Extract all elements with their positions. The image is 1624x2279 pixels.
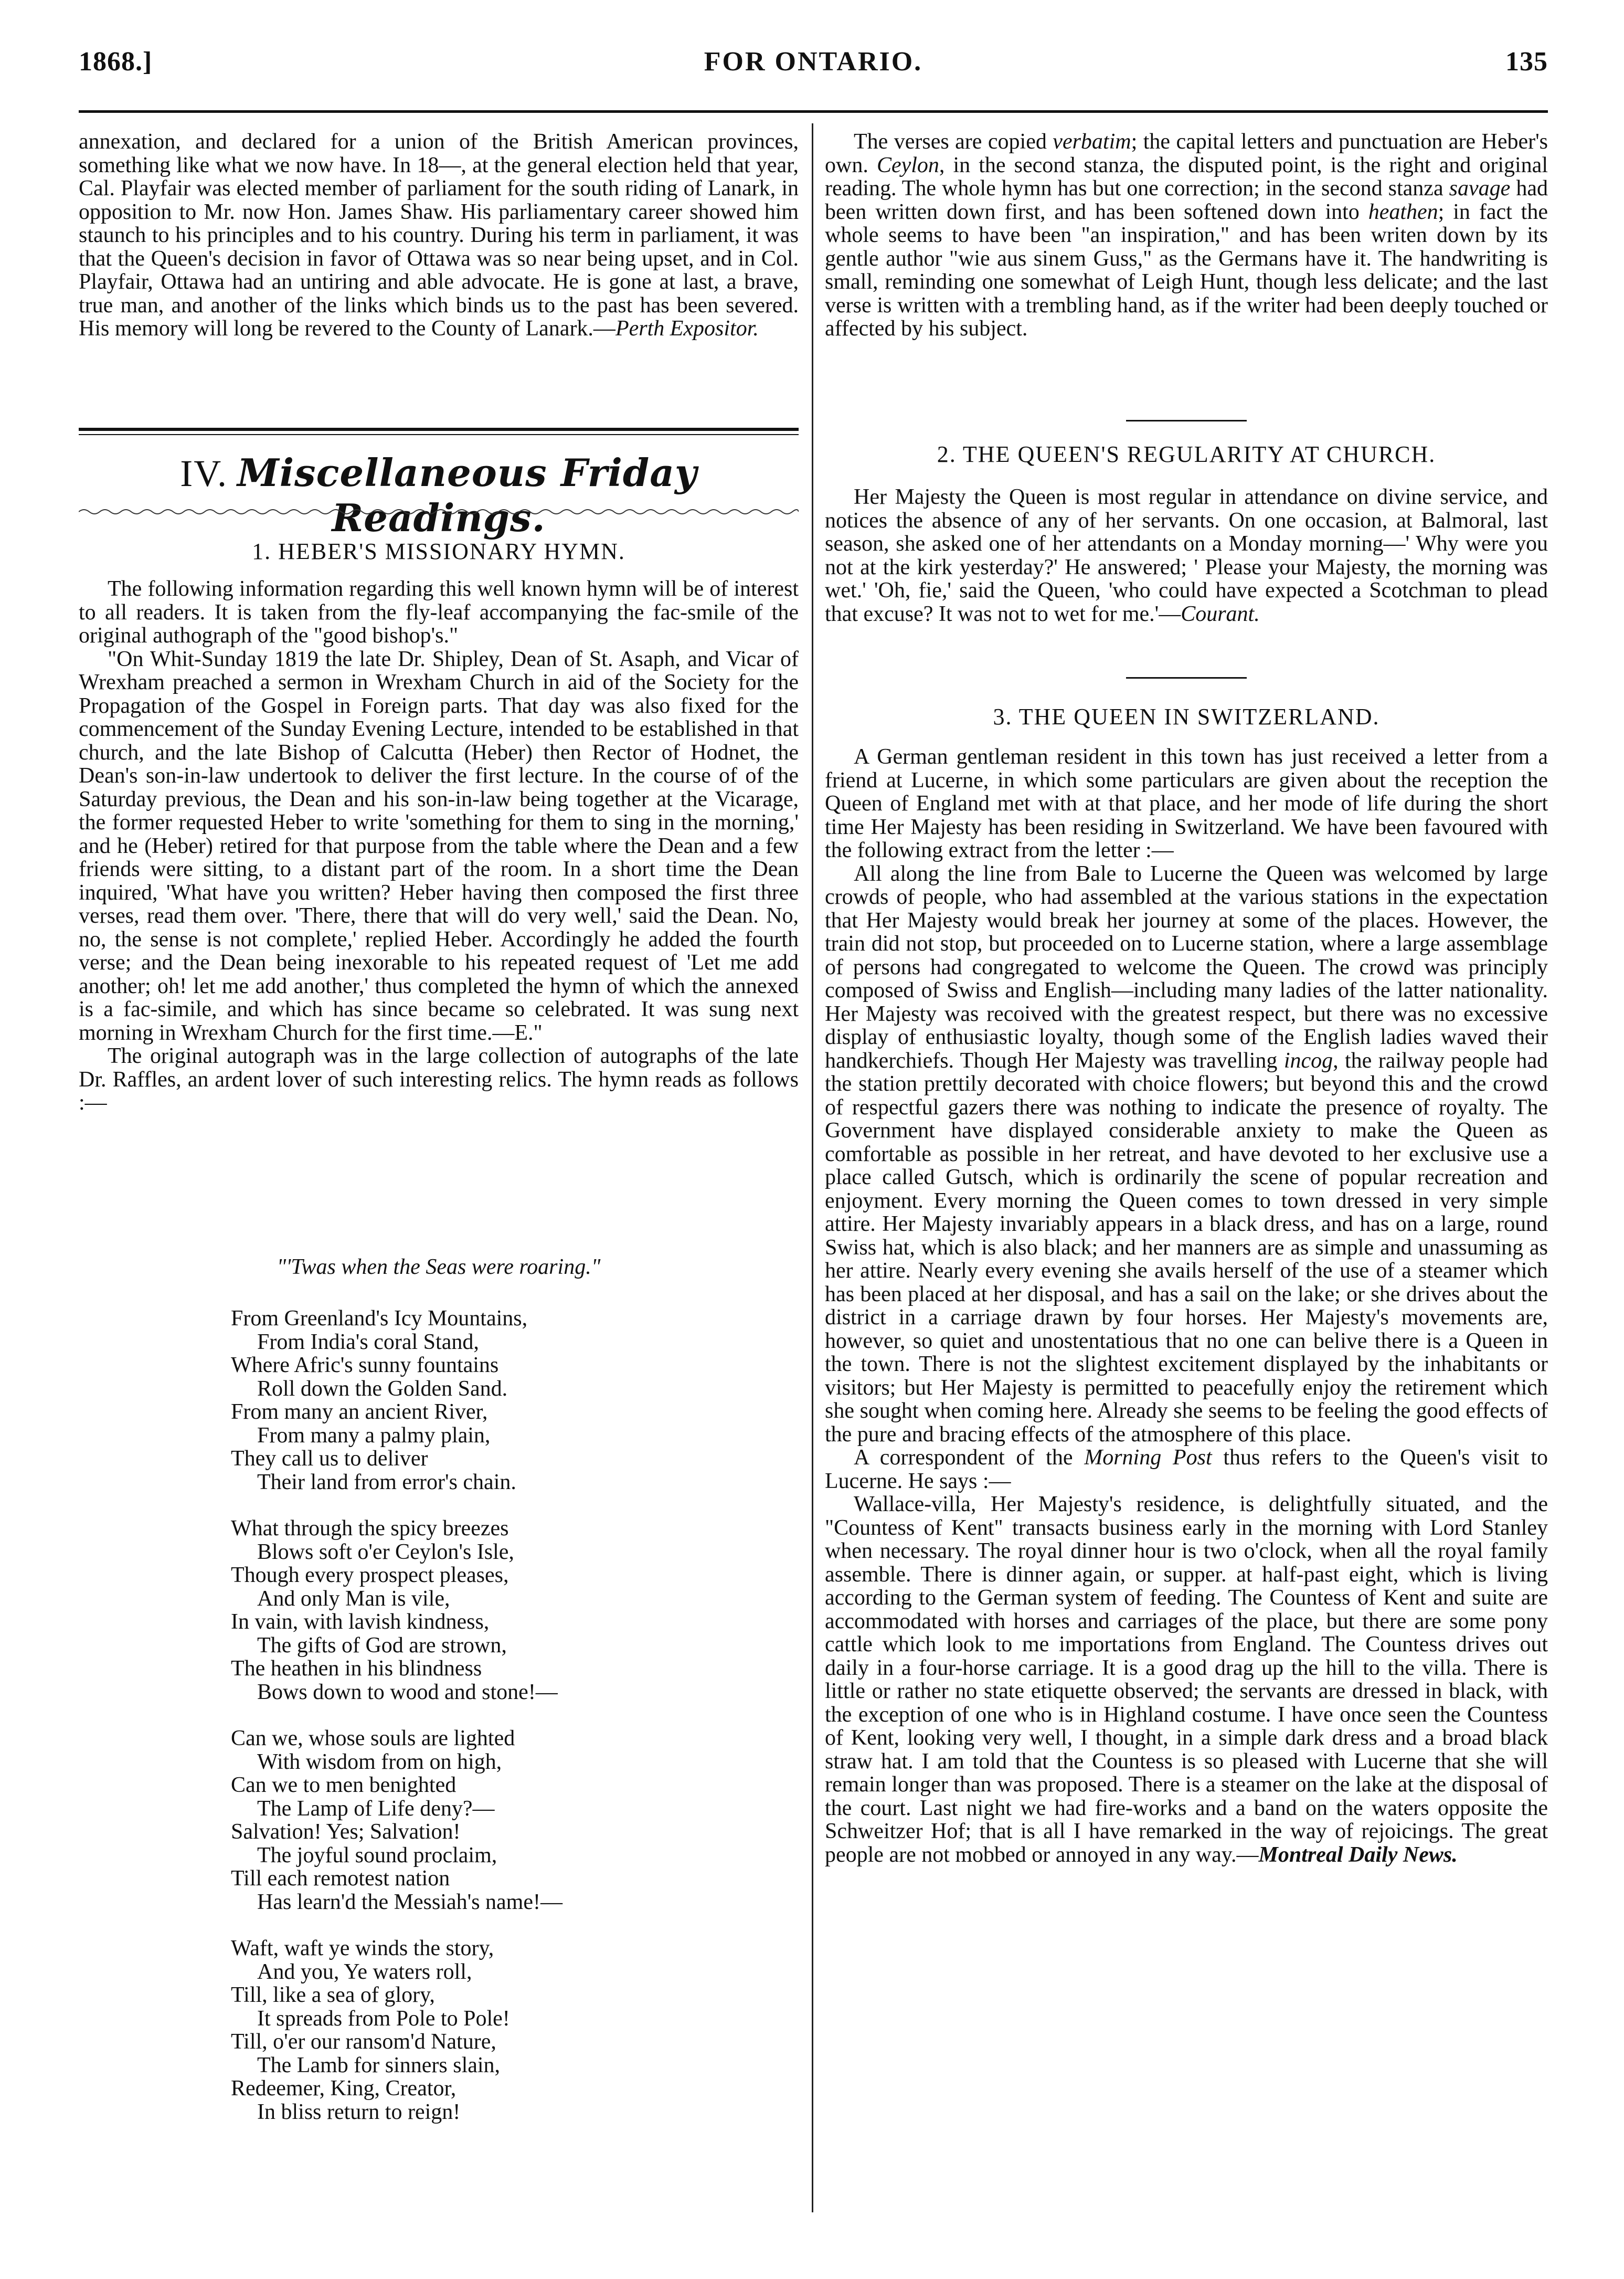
- article-3-paragraph-1: A German gentleman resident in this town has just received a letter from a friend at Lucerne, in which some particulars are given about the reception the Queen of England met with at that place, and her mode of life during the short time Her Majesty has been residing in Switzerland. We have been favoured with the following extract from the letter :—: [825, 745, 1548, 862]
- section-number: IV.: [180, 452, 228, 494]
- poem-line: With wisdom from on high,: [257, 1749, 502, 1774]
- hymn-poem: [231, 1307, 756, 2147]
- poem-line: And you, Ye waters roll,: [257, 1959, 472, 1984]
- article-separator: [1126, 420, 1247, 421]
- poem-line: Though every prospect pleases,: [231, 1563, 509, 1587]
- article-3-title: 3. THE QUEEN IN SWITZERLAND.: [993, 704, 1380, 730]
- poem-line: The Lamp of Life deny?—: [257, 1796, 495, 1821]
- article-3-paragraph-4: Wallace-villa, Her Majesty's residence, is delightfully situated, and the "Countess of Kent" transacts business early in the morning with Lord Stanley when necessary. The royal dinner hour is two o'clock, when all the royal family assemble. There is dinner again, or supper. at half-past eight, which is living according to the German system of feeding. The Countess of Kent and suite are accommodated with horses and carriages of the place, but there are some pony cattle which look to me importations from England. The Countess drives out daily in a four-horse carriage. It is a good drag up the hill to the villa. There is little or rather no state etiquette observed; the servants are dressed in black, with the exception of one who is in Highland costume. I have once seen the Countess of Kent, looking very well, I thought, in a simple dark dress and a broad black straw hat. I am told that the Countess is so pleased with Lucerne that she will remain longer than was proposed. There is a steamer on the lake at the disposal of the court. Last night we had fire-works and a band on the waters opposite the Schweitzer Hof; that is all I have remarked in the way of rejoicings. The great people are not mobbed or annoyed in any way.—Montreal Daily News.: [825, 1492, 1548, 1867]
- poem-line: Till, o'er our ransom'd Nature,: [231, 2030, 496, 2054]
- section-heading: [79, 450, 799, 541]
- poem-line: Roll down the Golden Sand.: [257, 1376, 508, 1401]
- header-year: 1868.]: [79, 47, 153, 77]
- column-divider: [812, 123, 813, 2212]
- continuation-source: Perth Expositor.: [615, 316, 759, 341]
- poem-line: Salvation! Yes; Salvation!: [231, 1820, 461, 1844]
- article-1-paragraph-1: The following information regarding this well known hymn will be of interest to all readers. It is taken from the fly-leaf accompanying the fac-smile of the original authograph of the "good bishop's.": [79, 577, 799, 648]
- section-title: Miscellaneous Friday Readings.: [237, 450, 697, 540]
- poem-line: They call us to deliver: [231, 1447, 428, 1471]
- poem-line: The heathen in his blindness: [231, 1657, 482, 1681]
- article-3-paragraph-3: A correspondent of the Morning Post thus refers to the Queen's visit to Lucerne. He says :—: [825, 1446, 1548, 1493]
- poem-stanza: [231, 1517, 756, 1704]
- poem-line: Redeemer, King, Creator,: [231, 2076, 457, 2101]
- section-rule: [79, 428, 799, 435]
- article-1-paragraph-3: The original autograph was in the large collection of autographs of the late Dr. Raffles, an ardent lover of such interesting relics. The hymn reads as follows :—: [79, 1044, 799, 1115]
- article-3-source: Montreal Daily News.: [1258, 1842, 1458, 1867]
- poem-line: In vain, with lavish kindness,: [231, 1610, 490, 1634]
- poem-line: Waft, waft ye winds the story,: [231, 1936, 494, 1960]
- poem-line: Where Afric's sunny fountains: [231, 1353, 499, 1377]
- poem-line: From many a palmy plain,: [257, 1423, 491, 1448]
- hymn-commentary-paragraph: The verses are copied verbatim; the capital letters and punctuation are Heber's own. Ceylon, in the second stanza, the disputed point, is the right and original reading. The whole hymn has but one correction; in the second stanza savage had been written down first, and has been softened down into heathen; in fact the whole seems to have been "an inspiration," and has been writen down by its gentle author "wie aus sinem Guss," as the Germans have it. The handwriting is small, reminding one somewhat of Leigh Hunt, though less delicate; and the last verse is written with a trembling hand, as if the writer had been deeply touched or affected by his subject.: [825, 130, 1548, 341]
- poem-stanza: [231, 1727, 756, 1914]
- article-2-paragraph: Her Majesty the Queen is most regular in attendance on divine service, and notices the absence of any of her servants. On one occasion, at Balmoral, last season, she asked one of her attendants on a Monday morning—' Why were you not at the kirk yesterday?' He answered; ' Please your Majesty, the morning was wet.' 'Oh, fie,' said the Queen, 'who could have expected a Scotchman to plead that excuse? It was not to wet for me.'—Courant.: [825, 485, 1548, 626]
- poem-line: From Greenland's Icy Mountains,: [231, 1306, 528, 1331]
- wavy-divider: [79, 507, 799, 517]
- poem-line: The gifts of God are strown,: [257, 1633, 507, 1658]
- poem-line: Till, like a sea of glory,: [231, 1983, 435, 2007]
- article-1-body: [79, 577, 799, 1115]
- article-1-paragraph-2: "On Whit-Sunday 1819 the late Dr. Shipley, Dean of St. Asaph, and Vicar of Wrexham preached a sermon in Wrexham Church in aid of the Society for the Propagation of the Gospel in Foreign parts. That day was also fixed for the commencement of the Sunday Evening Lecture, intended to be established in that church, and the late Bishop of Calcutta (Heber) then Rector of Hodnet, the Dean's son-in-law undertook to deliver the first lecture. In the course of of the Saturday previous, the Dean and his son-in-law being together at the Vicarage, the former requested Heber to write 'something for them to sing in the morning,' and he (Heber) retired for that purpose from the table where the Dean and a few friends were sitting, to a distant part of the room. In a short time the Dean inquired, 'What have you written? Heber having then composed the first three verses, read them over. 'There, there that will do very well,' said the Dean. No, no, the sense is not complete,' replied Heber. Accordingly he added the fourth verse; and the Dean being inexorable to his repeated request of 'Let me add another; oh! let me add another,' thus completed the hymn of which the annexed is a fac-simile, and which has since became so celebrated. It was sung next morning in Wrexham Church for the first time.—E.": [79, 647, 799, 1045]
- poem-line: Their land from error's chain.: [257, 1470, 516, 1494]
- header-page-number: 135: [1505, 47, 1548, 77]
- poem-stanza: [231, 1307, 756, 1494]
- article-2-title: 2. THE QUEEN'S REGULARITY AT CHURCH.: [937, 441, 1436, 467]
- poem-line: From many an ancient River,: [231, 1400, 488, 1424]
- article-1-title: 1. HEBER'S MISSIONARY HYMN.: [252, 539, 625, 564]
- poem-line: From India's coral Stand,: [257, 1330, 479, 1354]
- poem-line: In bliss return to reign!: [257, 2099, 461, 2124]
- poem-line: Has learn'd the Messiah's name!—: [257, 1890, 562, 1914]
- poem-stanza: [231, 1937, 756, 2124]
- poem-line: The joyful sound proclaim,: [257, 1843, 497, 1867]
- left-continuation-text: [79, 130, 799, 341]
- header-title: FOR ONTARIO.: [704, 47, 923, 77]
- article-3-paragraph-2: All along the line from Bale to Lucerne the Queen was welcomed by large crowds of people, who had assembled at the various stations in the expectation that Her Majesty would break her journey at some of the places. However, the train did not stop, but proceeded on to Lucerne station, where a large assemblage of persons had congregated to welcome the Queen. The crowd was principly composed of Swiss and English—including many ladies of the latter nationality. Her Majesty was recoived with the greatest respect, but there was no excessive display of enthusiastic loyalty, though some of the English ladies waved their handkerchiefs. Though Her Majesty was travelling incog, the railway people had the station prettily decorated with choice flowers; but beyond this and the crowd of respectful gazers there was nothing to indicate the presence of royalty. The Government have displayed considerable anxiety to make the Queen as comfortable as possible in her retreat, and have devoted to her exclusive use a place called Gutsch, which is ordinarily the scene of popular recreation and enjoyment. Every morning the Queen comes to town dressed in very simple attire. Her Majesty invariably appears in a black dress, and has on a large, round Swiss hat, which is also black; and her manners are as simple and unassuming as her attire. Nearly every evening she avails herself of the use of a steamer which has been placed at her disposal, and has a sail on the lake; or she drives about the district in a carriage drawn by four horses. Her Majesty's movements are, however, so quiet and unostentatious that no one can belive there is a Queen in the town. There is not the slightest excitement displayed by the inhabitants or visitors; but Her Majesty is permitted to peacefully enjoy the retirement which she sought when coming here. Already she seems to be feeling the good effects of the pure and bracing effects of the atmosphere of this place.: [825, 861, 1548, 1447]
- poem-line: Bows down to wood and stone!—: [257, 1680, 558, 1704]
- poem-line: Can we, whose souls are lighted: [231, 1726, 515, 1750]
- poem-line: The Lamb for sinners slain,: [257, 2053, 501, 2077]
- article-separator: [1126, 677, 1247, 679]
- article-3-body: [825, 745, 1548, 1866]
- poem-line: Blows soft o'er Ceylon's Isle,: [257, 1539, 514, 1564]
- poem-title: "'Twas when the Seas were roaring.": [277, 1255, 601, 1279]
- continuation-paragraph: annexation, and declared for a union of the British American provinces, something like what we now have. In 18—, at the general election held that year, Cal. Playfair was elected member of parliament for the south riding of Lanark, in opposition to Mr. now Hon. James Shaw. His parliamentary career showed him staunch to his principles and to his country. During his term in parliament, it was that the Queen's decision in favor of Ottawa was so near being upset, and in Col. Playfair, Ottawa had an untiring and able advocate. He is gone at last, a brave, true man, and another of the links which binds us to the past has been severed. His memory will long be revered to the County of Lanark.—Perth Expositor.: [79, 130, 799, 341]
- header-rule: [79, 110, 1548, 113]
- running-header: [79, 46, 1548, 104]
- hymn-commentary: [825, 130, 1548, 341]
- poem-line: Till each remotest nation: [231, 1866, 450, 1891]
- article-2-body: [825, 486, 1548, 626]
- poem-line: What through the spicy breezes: [231, 1516, 509, 1541]
- poem-line: Can we to men benighted: [231, 1773, 457, 1797]
- poem-line: It spreads from Pole to Pole!: [257, 2006, 510, 2031]
- article-2-source: Courant.: [1181, 602, 1260, 626]
- poem-line: And only Man is vile,: [257, 1586, 450, 1611]
